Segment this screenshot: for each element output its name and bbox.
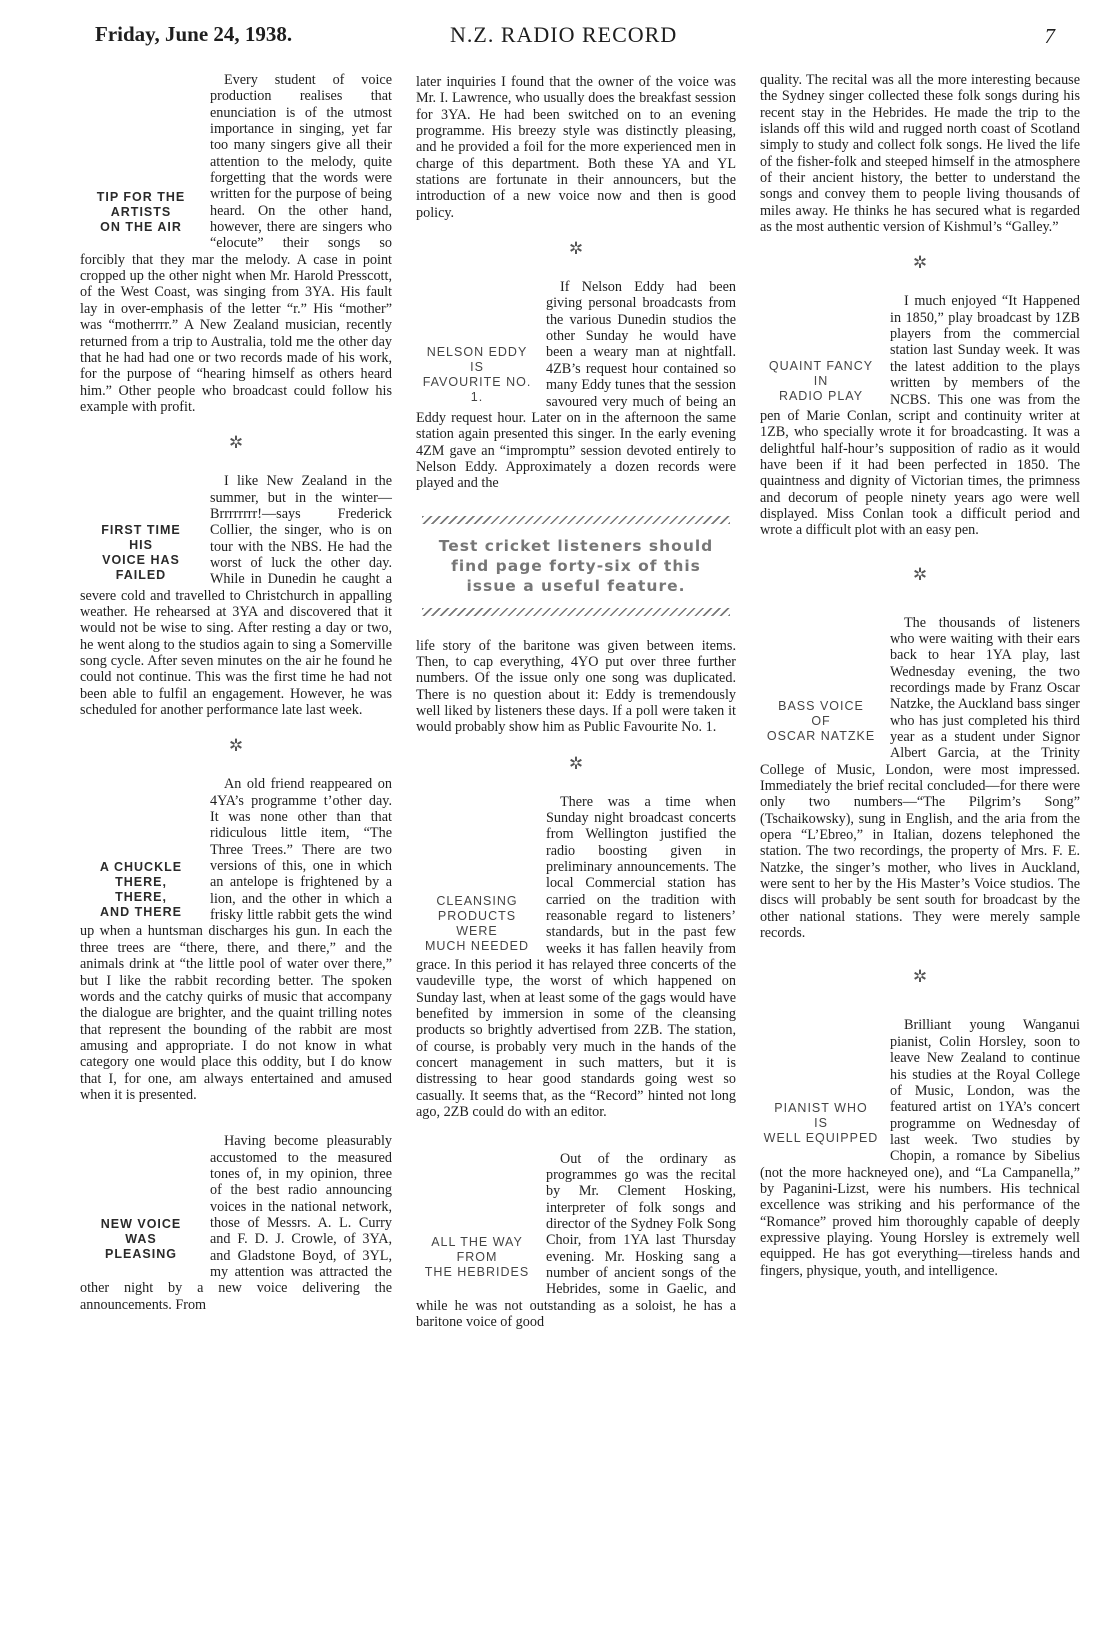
subhead-new-voice-pleasing: NEW VOICE WAS PLEASING bbox=[100, 1217, 182, 1262]
star-divider: ✲ bbox=[568, 753, 584, 773]
subhead-cleansing-products: CLEANSING PRODUCTS WERE MUCH NEEDED bbox=[424, 893, 530, 953]
article-tip-for-artists bbox=[80, 72, 392, 415]
article-body: I much enjoyed “It Happened in 1850,” play broadcast by 1ZB players from the commercial station last Sunday week. It was the latest addition to the plays written by members of the NCBS. This one was from the pen of Marie Conlan, script and continuity writer at 1ZB, who specially wrote it for broadcasting. It was a delightful half-hour’s supposition of radio as it would have been if it had been perfected in 1850. The quaintness and dignity of Victorian times, the primness and decorum of people ninety years ago were well displayed. Miss Conlan took a difficult period and wrote a difficult plot with an easy pen. bbox=[760, 293, 1080, 539]
star-divider: ✲ bbox=[912, 253, 928, 273]
subhead-tip-for-artists: TIP FOR THE ARTISTS ON THE AIR bbox=[96, 190, 186, 234]
subhead-chuckle-there: A CHUCKLE THERE, THERE, AND THERE bbox=[99, 860, 183, 920]
article-body: Having become pleasurably accustomed to the measured tones of, in my opinion, three of the best radio announcing voices in the national network, those of Messrs. A. L. Curry and F. D. J. Crowle, of 3YA, and Gladstone Boyd, of 3YL, my attention was attracted the other night by a new voice delivering the announcements. From bbox=[80, 1133, 392, 1313]
subhead-nelson-eddy: NELSON EDDY IS FAVOURITE NO. 1. bbox=[422, 345, 532, 405]
article-first-time-voice-failed bbox=[80, 473, 392, 718]
issue-date: Friday, June 24, 1938. bbox=[95, 22, 293, 46]
page-number: 7 bbox=[1044, 24, 1055, 48]
star-divider: ✲ bbox=[912, 967, 928, 987]
article-body: An old friend reappeared on 4YA’s programme t’other day. It was none other than that ridiculous little item, “The Three Trees.” There are two versions of this, one in which an antelope is frightened by a lion, and the other in which a frisky little rabbit gets the wind up when a huntsman discharges his gun. In each the three trees are “there, there, and there,” and the animals drink at “the little pool of water over there,” but I like the rabbit recording better. The spoken words and the catchy quirks of music that accompany the dialogue are brighter, and the quaint trilling notes that represent the bounding of the rabbit are most amusing and appropriate. I do not know in what category one would place this oddity, but I do know that I, for one, am always entertained and amused when it is presented. bbox=[80, 776, 392, 1103]
notice-box bbox=[416, 506, 736, 626]
star-divider: ✲ bbox=[568, 239, 584, 259]
column-middle bbox=[416, 74, 736, 1330]
subhead-quaint-fancy: QUAINT FANCY IN RADIO PLAY bbox=[768, 359, 874, 404]
subhead-first-time-voice-failed: FIRST TIME HIS VOICE HAS FAILED bbox=[101, 523, 181, 583]
article-quaint-fancy bbox=[760, 293, 1080, 538]
article-body: The thousands of listeners who were waiting with their ears back to hear 1YA play, last Wednesday evening, the two recordings made by Franz Oscar Natzke, the Auckland bass singer who has just completed his third year as a student under Signor Albert Garcia, at the Trinity College of Music, London, were most impressed. Immediately the brief recital concluded—for there were only two numbers—“The Pilgrim’s Song” (Tschaikowsky), sung in English, and the aria from the opera “L’Ebreo,” in Italian, dozens telephoned the station. The two recordings, the property of Mrs. F. E. Natzke, the singer’s mother, who lives in Auckland, were sent to her by the His Master’s Voice studios. The discs will probably be sent south for broadcast by the other national stations. They were merely sample records. bbox=[760, 614, 1080, 942]
article-cleansing-products bbox=[416, 794, 736, 1121]
wavy-rule bbox=[422, 516, 730, 524]
article-body: There was a time when Sunday night broadcast concerts from Wellington justified the radio boosting given in preliminary announcements. The local Commercial station has carried on the tradition with reasonable regard to listeners’ standards, but in the past few weeks it has fallen heavily from grace. In this period it has relayed three concerts of the vaudeville type, the worst of which happened on Sunday last, when at least some of the gags would have benefited by immersion in some of the cleansing products so brightly advertised from 2ZB. The station, of course, is probably very much in the hands of the concert management in such matters, but it is distressing to hear good standards going west so casually. It seems that, as the “Record” hinted not long ago, 2ZB could do with an editor. bbox=[416, 793, 736, 1121]
article-body: Every student of voice production realises that enunciation is of the utmost importance in singing, yet far too many singers give all their attention to the melody, quite forgetting that the words were written for the purpose of being heard. On the other hand, however, there are singers who “elocute” their songs so forcibly that they mar the melody. A case in point cropped up the other night when Mr. Harold Presscott, of the West Coast, was singing from 3YA. His fault lay in over-emphasis of the letter “r.” His “mother” was “motherrrr.” A New Zealand musician, recently returned from a trip to Australia, told me the other day that he had had one or two records made of his work, for the purpose of “hearing himself as others heard him.” Other people who broadcast could follow his example with profit. bbox=[80, 72, 392, 415]
article-body: I like New Zealand in the summer, but in the winter—Brrrrrrrr!—says Frederick Collier, the singer, who is on tour with the NBS. He had the worst of luck the other day. While in Dunedin he caught a severe cold and travelled to Christchurch in appalling weather. He rehearsed at 3YA and discovered that it would not be wise to sing. After resting a day or two, he went along to the studios again to sing a Somerville song cycle. After seven minutes on the air he found he could not continue. This was the first time he had not been able to fulfil an engagement. However, he was scheduled for another performance late last week. bbox=[80, 473, 392, 719]
article-new-voice-pleasing bbox=[80, 1133, 392, 1313]
masthead bbox=[95, 22, 1055, 52]
article-continued: later inquiries I found that the owner of the voice was Mr. I. Lawrence, who usually does the breakfast session for 3YA. He had been switched on to an evening programme. His breezy style was distinctly pleasing, and he provided a foil for the more experienced men in charge of this department. Both these YA and YL stations are fortunate in their announcers, but the introduction of a new voice now and then is good policy. bbox=[416, 74, 736, 221]
article-pianist bbox=[760, 1017, 1080, 1279]
subhead-pianist: PIANIST WHO IS WELL EQUIPPED bbox=[763, 1101, 879, 1146]
article-bass-voice bbox=[760, 615, 1080, 942]
article-nelson-eddy bbox=[416, 279, 736, 491]
wavy-rule bbox=[422, 608, 730, 616]
article-hebrides bbox=[416, 1151, 736, 1331]
star-divider: ✲ bbox=[912, 564, 928, 584]
star-divider: ✲ bbox=[228, 736, 244, 756]
star-divider: ✲ bbox=[228, 433, 244, 453]
article-body: Brilliant young Wanganui pianist, Colin Horsley, soon to leave New Zealand to continue his studies at the Royal College of Music, London, was the featured artist on 1YA’s concert programme on Wednesday of last week. Two studies by Chopin, a romance by Sibelius (not the more hackneyed one), and “La Campanella,” by Paganini-Lizst, were his numbers. His technical excellence was striking and his performance of the “Romance” proved him thoroughly capable of deeply expressive playing. Young Horsley is extremely well equipped. He has got everything—tireless hands and fingers, physique, youth, and intelligence. bbox=[760, 1017, 1080, 1279]
subhead-bass-voice: BASS VOICE OF OSCAR NATZKE bbox=[766, 698, 876, 743]
column-right bbox=[760, 72, 1080, 1279]
article-chuckle-there bbox=[80, 776, 392, 1103]
article-continued: life story of the baritone was given between items. Then, to cap everything, 4YO put over three further numbers. Of the issue only one song was duplicated. There is no question about it: Eddy is tremendously well liked by listeners these days. If a poll were taken it would probably show him as Public Favourite No. 1. bbox=[416, 637, 736, 736]
article-continued: quality. The recital was all the more interesting because the Sydney singer collected these folk songs during his recent stay in the Hebrides. He made the trip to the islands off this wild and rugged north coast of Scotland simply to study and collect folk songs. He lived the life of the fisher-folk and steeped himself in the atmosphere of their ancient history, the better to understand the songs and convey them to people living thousands of miles away. He thinks he has secured what is regarded as the most authentic version of Kishmul’s “Galley.” bbox=[760, 72, 1080, 236]
article-body: Out of the ordinary as programmes go was the recital by Mr. Clement Hosking, interpreter of folk songs and director of the Sydney Folk Song Choir, from 1YA last Thursday evening. Mr. Hosking sang a number of ancient songs of the Hebrides, some in Gaelic, and while he was not outstanding as a soloist, he has a baritone voice of good bbox=[416, 1150, 736, 1330]
column-left bbox=[80, 72, 392, 1313]
subhead-hebrides: ALL THE WAY FROM THE HEBRIDES bbox=[424, 1234, 530, 1279]
article-body: If Nelson Eddy had been giving personal broadcasts from the various Dunedin studios the other Sunday he would have been a weary man at nightfall. 4ZB’s request hour contained so many Eddy tunes that the session savoured very much of being an Eddy request hour. Later on in the afternoon the same station again presented this singer. In the early evening 4ZM gave an “impromptu” session devoted entirely to Nelson Eddy. Approximately a dozen records were played and the bbox=[416, 279, 736, 492]
publication-title: N.Z. RADIO RECORD bbox=[450, 22, 678, 47]
notice-text: Test cricket listeners should find page forty-six of this issue a useful feature. bbox=[438, 536, 714, 595]
